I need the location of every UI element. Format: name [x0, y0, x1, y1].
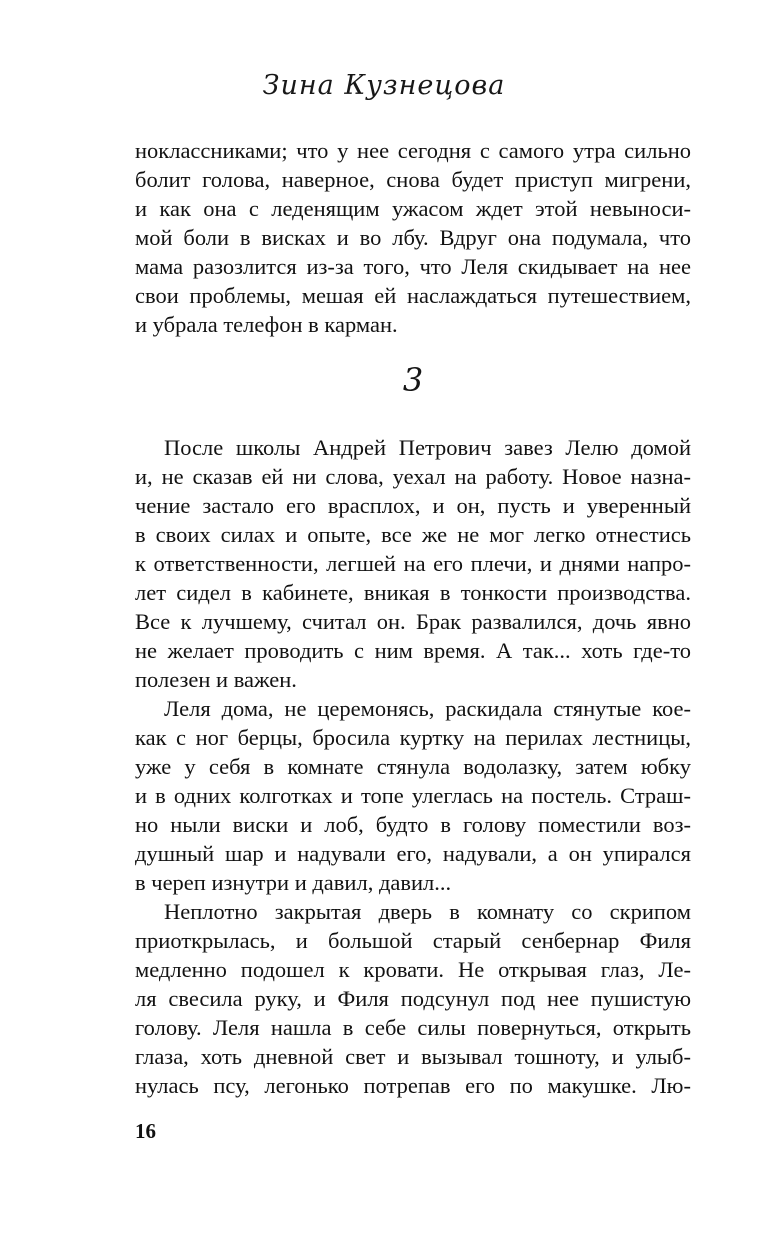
text-line: и как она с леденящим ужасом ждет этой невыноси- [135, 196, 691, 221]
paragraph [135, 897, 691, 1100]
text-line: После школы Андрей Петрович завез Лелю домой [164, 435, 691, 460]
text-line: ноклассниками; что у нее сегодня с самого утра сильно [135, 138, 691, 163]
chapter-heading: 3 [402, 361, 424, 399]
page-number: 16 [135, 1119, 156, 1143]
text-line: Леля дома, не церемонясь, раскидала стянутые кое- [164, 696, 691, 721]
text-line: как с ног берцы, бросила куртку на перилах лестницы, [135, 725, 691, 750]
text-line: но ныли виски и лоб, будто в голову поместили воз- [135, 812, 691, 837]
text-line: приоткрылась, и большой старый сенбернар Филя [135, 928, 691, 953]
text-line: болит голова, наверное, снова будет приступ мигрени, [135, 167, 691, 192]
text-line: нулась псу, легонько потрепав его по макушке. Лю- [135, 1073, 691, 1098]
text-body [135, 136, 691, 1100]
paragraph [135, 136, 691, 339]
text-line: в своих силах и опыте, все же не мог легко отнестись [135, 522, 691, 547]
paragraph [135, 433, 691, 694]
text-line: Все к лучшему, считал он. Брак развалился, дочь явно [135, 609, 691, 634]
text-line: голову. Леля нашла в себе силы повернуться, открыть [135, 1015, 691, 1040]
text-line: душный шар и надували его, надували, а он упирался [135, 841, 691, 866]
text-line: в череп изнутри и давил, давил... [135, 870, 452, 895]
text-line: медленно подошел к кровати. Не открывая глаз, Ле- [135, 957, 691, 982]
text-line: ля свесила руку, и Филя подсунул под нее пушистую [135, 986, 691, 1011]
text-line: мой боли в висках и во лбу. Вдруг она подумала, что [135, 225, 691, 250]
text-line: полезен и важен. [135, 667, 297, 692]
text-line: глаза, хоть дневной свет и вызывал тошноту, и улыб- [135, 1044, 691, 1069]
text-line: к ответственности, легшей на его плечи, и днями напро- [135, 551, 691, 576]
text-line: лет сидел в кабинете, вникая в тонкости производства. [135, 580, 691, 605]
text-line: и, не сказав ей ни слова, уехал на работу. Новое назна- [135, 464, 691, 489]
text-line: мама разозлится из-за того, что Леля скидывает на нее [135, 254, 691, 279]
text-line: уже у себя в комнате стянула водолазку, затем юбку [135, 754, 691, 779]
paragraph [135, 694, 691, 897]
text-line: свои проблемы, мешая ей наслаждаться путешествием, [135, 283, 691, 308]
text-line: и убрала телефон в карман. [135, 312, 398, 337]
text-line: и в одних колготках и топе улеглась на постель. Страш- [135, 783, 691, 808]
text-line: не желает проводить с ним время. А так... хоть где-то [135, 638, 691, 663]
text-line: Неплотно закрытая дверь в комнату со скрипом [164, 899, 691, 924]
running-header-author: Зина Кузнецова [262, 70, 506, 101]
text-line: чение застало его врасплох, и он, пусть и уверенный [135, 493, 691, 518]
